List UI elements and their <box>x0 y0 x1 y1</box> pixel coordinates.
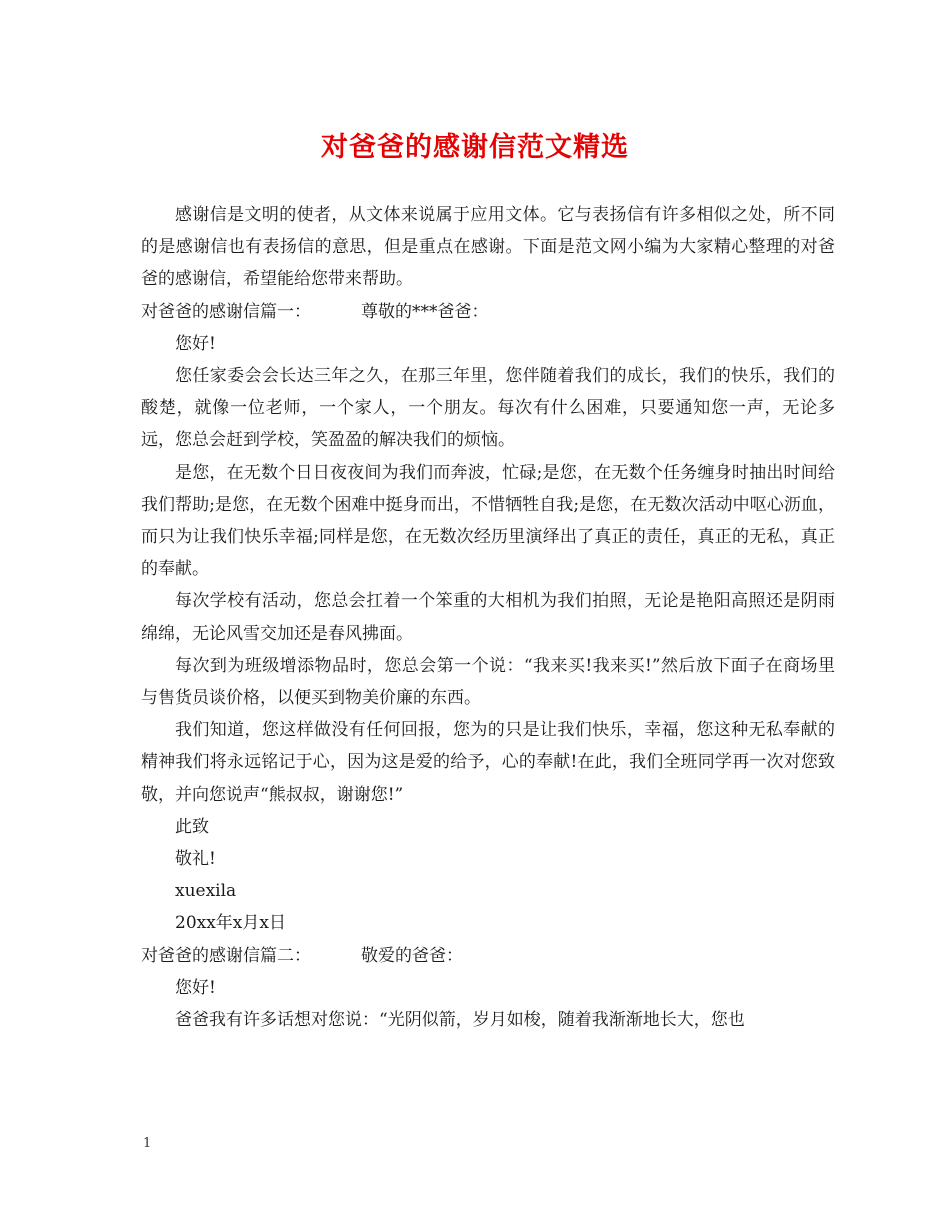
letter1-paragraph-5: 我们知道，您这样做没有任何回报，您为的只是让我们快乐，幸福，您这种无私奉献的精神我们将永远铭记于心，因为这是爱的给予，心的奉献!在此，我们全班同学再一次对您致敬，并向您说声“熊叔叔，谢谢您!” <box>141 720 835 805</box>
letter1-heading: 对爸爸的感谢信篇一： <box>141 301 311 322</box>
letter1-paragraph-2: 是您，在无数个日日夜夜间为我们而奔波，忙碌;是您，在无数个任务缠身时抽出时间给我们帮助;是您，在无数个困难中挺身而出，不惜牺牲自我;是您，在无数次活动中呕心沥血，而只为让我们快乐幸福;同样是您，在无数次经历里演绎出了真正的责任，真正的无私，真正的奉献。 <box>141 462 835 580</box>
letter1-heading-line <box>141 296 835 328</box>
letter1-date: 20xx年x月x日 <box>175 913 286 934</box>
letter1-greeting: 您好! <box>175 333 216 354</box>
letter1-closing-2: 敬礼! <box>175 849 216 870</box>
letter1-closing-1: 此致 <box>175 816 209 837</box>
letter2-salutation: 敬爱的爸爸： <box>361 945 463 966</box>
letter1-paragraph-4: 每次到为班级增添物品时，您总会第一个说：“我来买!我来买!”然后放下面子在商场里与售货员谈价格，以便买到物美价廉的东西。 <box>141 655 835 709</box>
page-number: 1 <box>143 1136 152 1151</box>
letter1-signature: xuexila <box>175 881 237 902</box>
letter2-heading: 对爸爸的感谢信篇二： <box>141 945 311 966</box>
letter2-paragraph: 爸爸我有许多话想对您说：“光阴似箭，岁月如梭，随着我渐渐地长大，您也 <box>175 1010 745 1031</box>
letter1-paragraph-3: 每次学校有活动，您总会扛着一个笨重的大相机为我们拍照，无论是艳阳高照还是阴雨绵绵，无论风雪交加还是春风拂面。 <box>141 591 835 644</box>
letter1-salutation: 尊敬的***爸爸： <box>361 301 489 322</box>
letter2-greeting: 您好! <box>175 977 216 998</box>
document-title: 对爸爸的感谢信范文精选 <box>321 132 629 163</box>
document-body <box>141 199 835 1036</box>
letter2-heading-line <box>141 940 835 972</box>
intro-paragraph: 感谢信是文明的使者，从文体来说属于应用文体。它与表扬信有许多相似之处，所不同的是感谢信也有表扬信的意思，但是重点在感谢。下面是范文网小编为大家精心整理的对爸爸的感谢信，希望能给您带来帮助。 <box>141 205 835 290</box>
letter1-paragraph-1: 您任家委会会长达三年之久，在那三年里，您伴随着我们的成长，我们的快乐，我们的酸楚，就像一位老师，一个家人，一个朋友。每次有什么困难，只要通知您一声，无论多远，您总会赶到学校，笑盈盈的解决我们的烦恼。 <box>141 366 835 451</box>
